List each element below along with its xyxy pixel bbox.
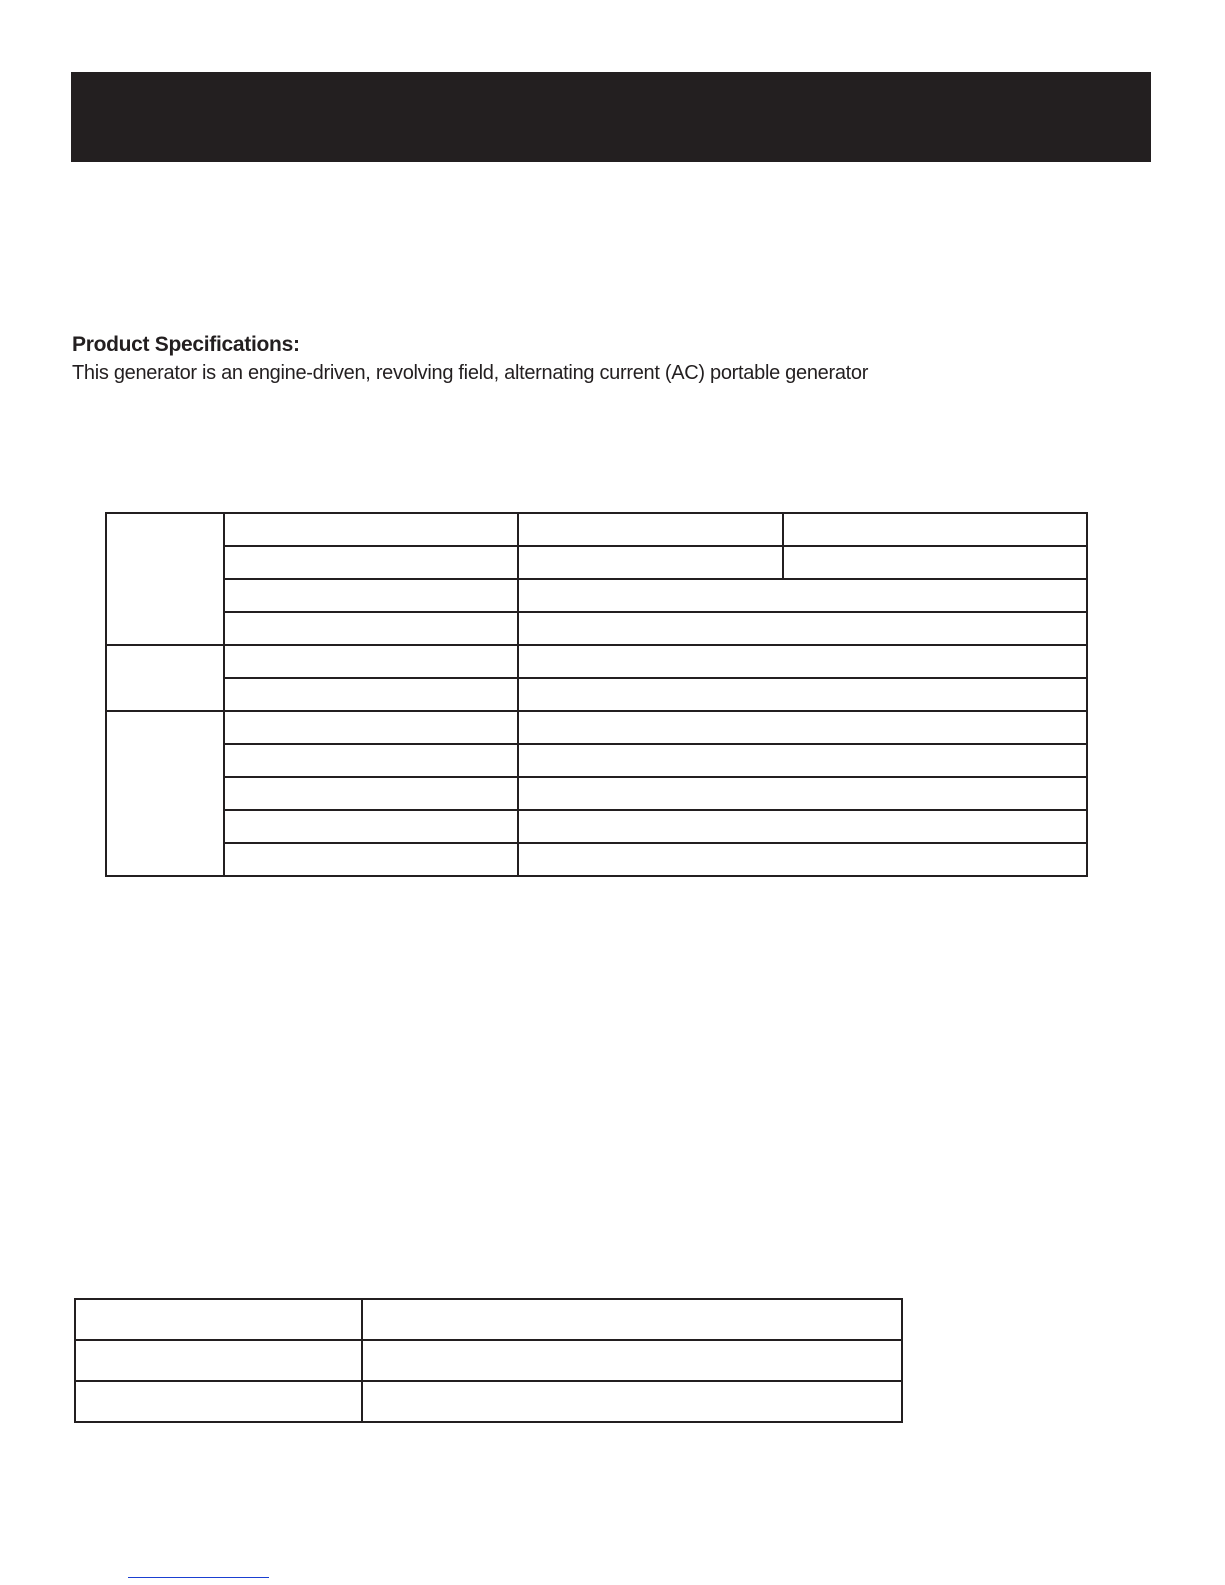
section-intro: This generator is an engine-driven, revolving field, alternating current (AC) portable generator <box>72 362 869 384</box>
table-row <box>106 546 1087 579</box>
table-cell <box>518 612 1087 645</box>
table-row <box>106 678 1087 711</box>
table-cell <box>518 711 1087 744</box>
table-cell <box>362 1299 902 1340</box>
table-cell <box>518 777 1087 810</box>
table-row <box>106 579 1087 612</box>
table-row <box>106 777 1087 810</box>
header-banner <box>71 72 1151 162</box>
table-row <box>106 513 1087 546</box>
table-cell <box>75 1340 362 1381</box>
table-cell <box>224 513 518 546</box>
table-cell <box>518 843 1087 876</box>
table-cell <box>224 711 518 744</box>
table-cell <box>224 744 518 777</box>
table-cell <box>224 678 518 711</box>
table-group-cell <box>106 645 224 711</box>
table-cell <box>75 1381 362 1422</box>
table-row <box>106 711 1087 744</box>
table-cell <box>783 546 1087 579</box>
table-cell <box>518 513 783 546</box>
table-cell <box>518 546 783 579</box>
table-row <box>106 810 1087 843</box>
table-cell <box>783 513 1087 546</box>
table-cell <box>224 645 518 678</box>
table-cell <box>224 810 518 843</box>
table-cell <box>362 1381 902 1422</box>
table-row <box>106 843 1087 876</box>
table-row <box>75 1340 902 1381</box>
table-row <box>75 1299 902 1340</box>
table-cell <box>518 645 1087 678</box>
footer-link-underline[interactable] <box>128 1577 269 1578</box>
table-group-cell <box>106 711 224 876</box>
table-cell <box>224 777 518 810</box>
table-group-cell <box>106 513 224 645</box>
table-cell <box>224 546 518 579</box>
table-cell <box>362 1340 902 1381</box>
table-row <box>106 612 1087 645</box>
table-cell <box>518 744 1087 777</box>
table-cell <box>224 843 518 876</box>
table-cell <box>518 678 1087 711</box>
table-row <box>106 645 1087 678</box>
spec-table <box>105 512 1088 877</box>
table-cell <box>224 612 518 645</box>
table-row <box>106 744 1087 777</box>
table-cell <box>75 1299 362 1340</box>
table-row <box>75 1381 902 1422</box>
secondary-table <box>74 1298 903 1423</box>
table-cell <box>224 579 518 612</box>
table-cell <box>518 810 1087 843</box>
table-cell <box>518 579 1087 612</box>
section-heading: Product Specifications: <box>72 333 300 356</box>
